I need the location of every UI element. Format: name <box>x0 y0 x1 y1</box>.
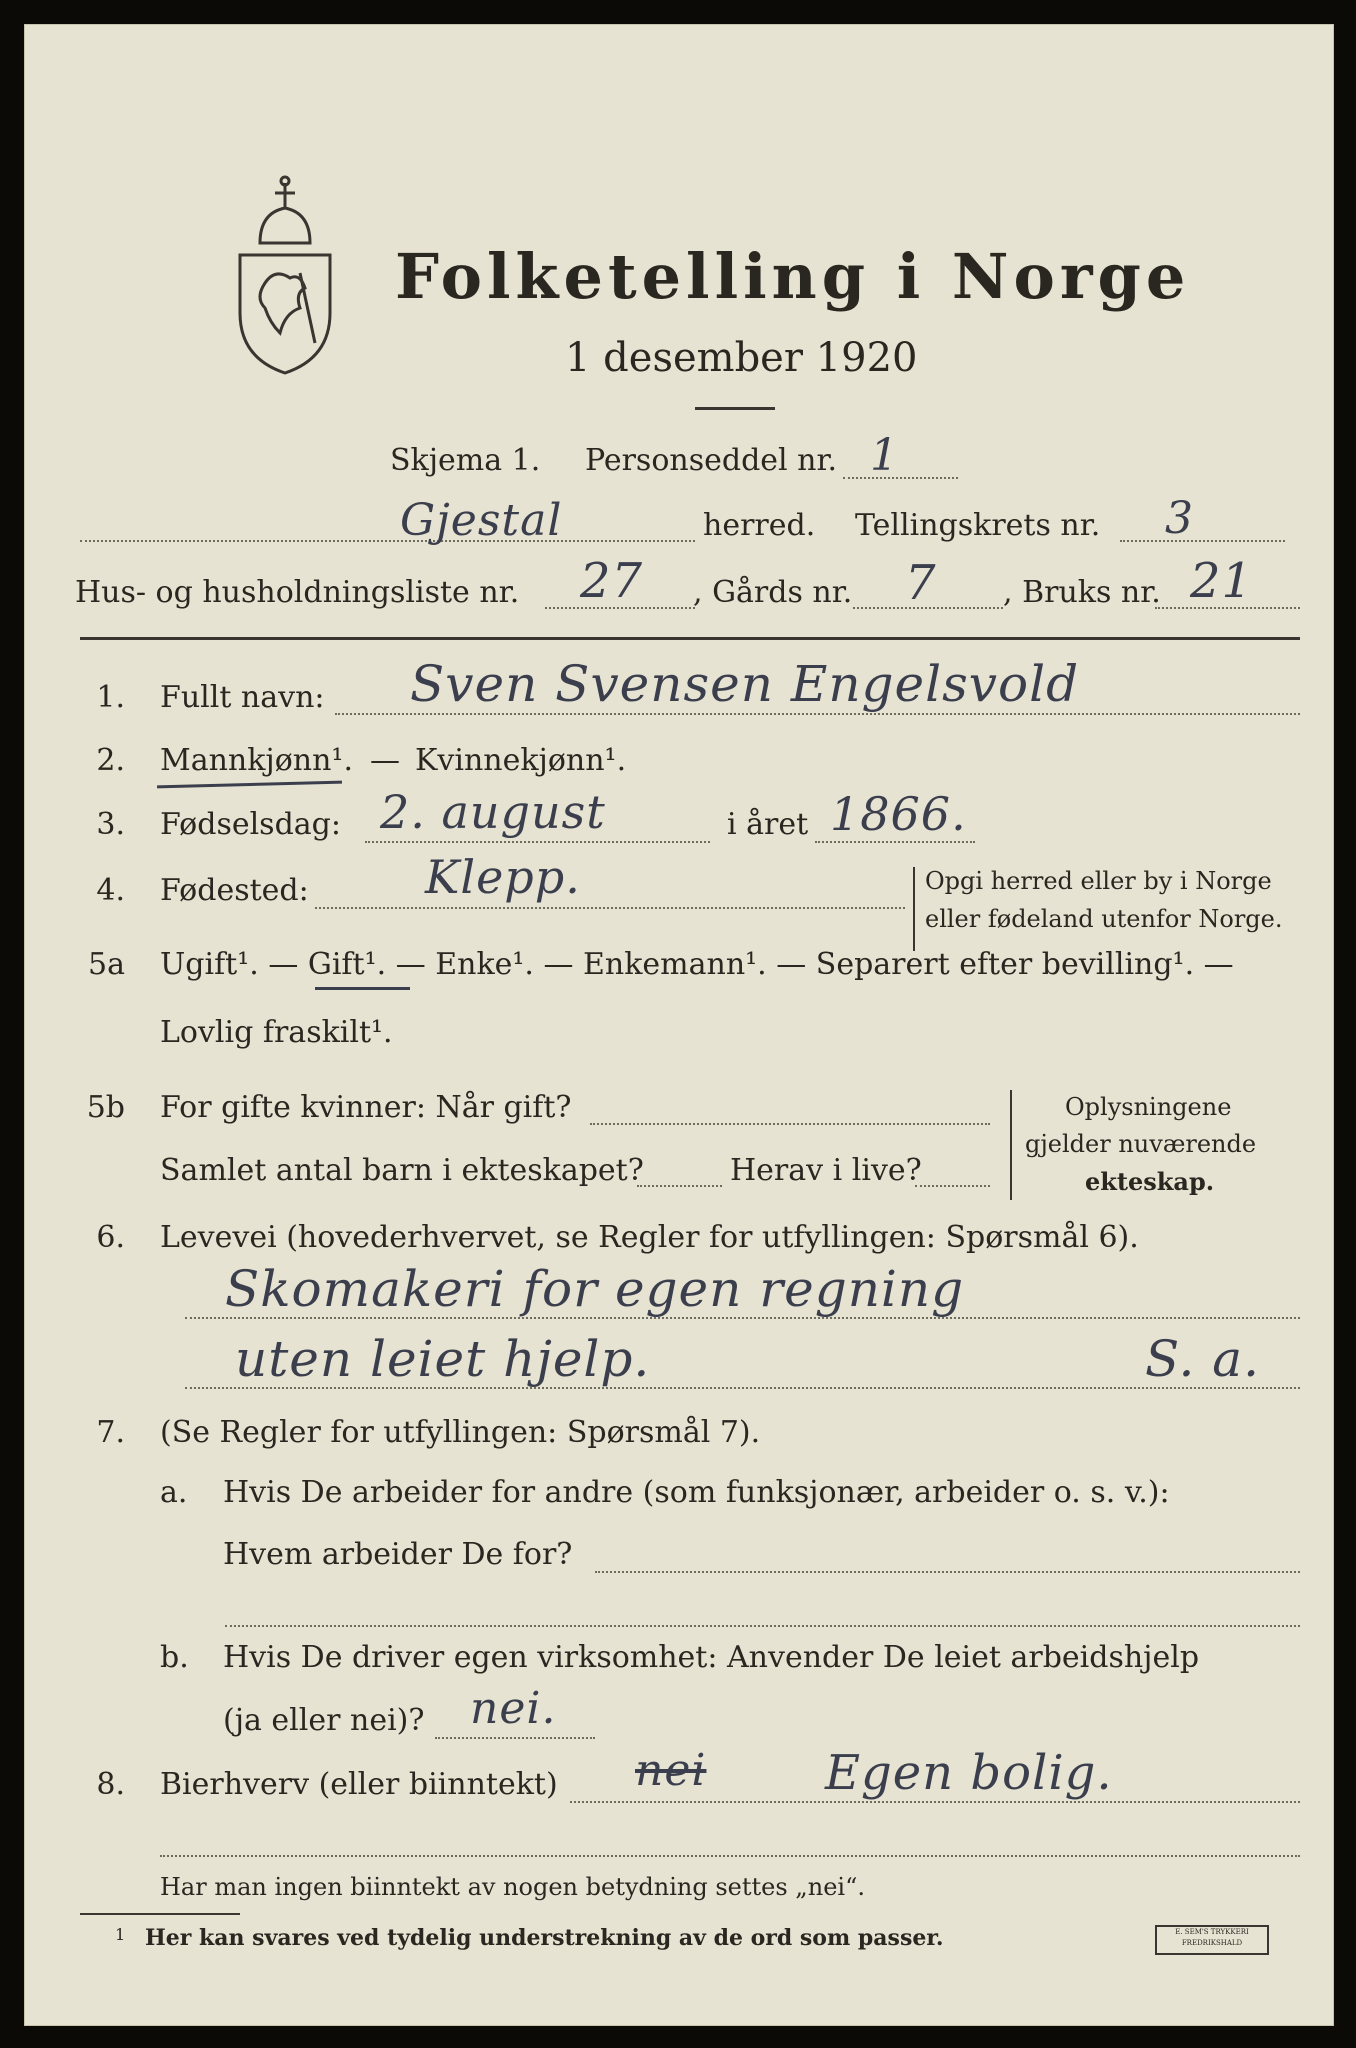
census-date: 1 desember 1920 <box>565 335 918 381</box>
q2-female-option: Kvinnekjønn¹. <box>415 743 627 778</box>
bruks-value: 21 <box>1190 553 1254 609</box>
printer-stamp <box>1155 1925 1269 1955</box>
herred-value: Gjestal <box>400 495 563 546</box>
q7a-number: a. <box>160 1475 188 1510</box>
gards-label: , Gårds nr. <box>693 575 853 610</box>
q5b-children-line <box>637 1185 722 1187</box>
q3-year-value: 1866. <box>830 787 967 841</box>
q5b-note-line1: Oplysningene <box>1065 1093 1232 1121</box>
q2-separator: — <box>370 743 400 778</box>
printer-stamp-text: E. SEM'S TRYKKERI FREDRIKSHALD <box>1175 1928 1249 1947</box>
schema-label: Skjema 1. <box>390 443 541 478</box>
q7b-question: Hvis De driver egen virksomhet: Anvender De leiet arbeidshjelp <box>223 1640 1200 1675</box>
q4-line <box>315 907 905 909</box>
title-divider <box>695 407 775 410</box>
q8-number: 8. <box>96 1767 125 1802</box>
q5b-number: 5b <box>86 1090 125 1125</box>
q1-line <box>335 713 1300 715</box>
q7a-question: Hvis De arbeider for andre (som funksjonær, arbeider o. s. v.): <box>223 1475 1170 1510</box>
q5a-number: 5a <box>88 947 125 982</box>
norwegian-coat-of-arms-icon <box>230 173 340 378</box>
q4-note-bracket <box>913 867 915 951</box>
q5b-children-alive: Herav i live? <box>730 1153 922 1188</box>
q5a-gift-underline <box>315 987 410 990</box>
q1-label: Fullt navn: <box>160 680 325 715</box>
header-rule <box>80 637 1300 640</box>
q5b-married-when: For gifte kvinner: Når gift? <box>160 1090 572 1125</box>
census-form <box>24 24 1334 2026</box>
q5b-note-bracket <box>1010 1090 1012 1200</box>
q5b-married-line <box>590 1123 990 1125</box>
q7a-employer: Hvem arbeider De for? <box>223 1537 573 1572</box>
q6-value-line2: uten leiet hjelp. <box>235 1330 651 1388</box>
herred-line <box>80 540 695 542</box>
tellingskrets-label: Tellingskrets nr. <box>855 508 1101 543</box>
q5b-note-line3: ekteskap. <box>1085 1167 1215 1196</box>
q4-number: 4. <box>96 873 125 908</box>
q8-struck-value: nei <box>635 1745 707 1796</box>
form-title: Folketelling i Norge <box>395 240 1191 313</box>
q7a-line1 <box>595 1571 1300 1573</box>
gards-value: 7 <box>905 555 937 611</box>
q3-number: 3. <box>96 807 125 842</box>
q5a-options-cont: Lovlig fraskilt¹. <box>160 1015 393 1050</box>
bruks-label: , Bruks nr. <box>1003 575 1161 610</box>
husliste-value: 27 <box>580 553 644 609</box>
herred-label: herred. <box>703 508 816 543</box>
q3-line <box>365 841 710 843</box>
q1-number: 1. <box>96 680 125 715</box>
q8-label: Bierhverv (eller biinntekt) <box>160 1767 558 1802</box>
q2-male-option: Mannkjønn¹. <box>160 743 353 778</box>
tellingskrets-value: 3 <box>1165 493 1194 544</box>
personseddel-value: 1 <box>870 430 899 481</box>
q6-initials: S. a. <box>1145 1330 1260 1388</box>
q8-extra-line <box>160 1855 1300 1857</box>
footnote-mark: 1 <box>115 1925 126 1944</box>
q7-label: (Se Regler for utfyllingen: Spørsmål 7). <box>160 1415 761 1450</box>
q3-year-label: i året <box>727 807 809 842</box>
q7b-yes-no: (ja eller nei)? <box>223 1703 425 1738</box>
footnote-rule <box>80 1913 240 1915</box>
q6-label: Levevei (hovederhvervet, se Regler for utfyllingen: Spørsmål 6). <box>160 1220 1139 1255</box>
q1-value: Sven Svensen Engelsvold <box>410 655 1080 713</box>
q7b-value: nei. <box>470 1683 557 1734</box>
q6-number: 6. <box>96 1220 125 1255</box>
q3-label: Fødselsdag: <box>160 807 341 842</box>
personseddel-line <box>843 477 958 479</box>
q4-label: Fødested: <box>160 873 309 908</box>
q5a-options: Ugift¹. — Gift¹. — Enke¹. — Enkemann¹. — Separert efter bevilling¹. — <box>160 947 1234 982</box>
q7a-line2 <box>225 1625 1300 1627</box>
q4-note-line2: eller fødeland utenfor Norge. <box>925 905 1283 933</box>
q5b-note-line2: gjelder nuværende <box>1025 1130 1257 1158</box>
q8-line <box>570 1801 1300 1803</box>
q4-note-line1: Opgi herred eller by i Norge <box>925 867 1272 895</box>
q4-value: Klepp. <box>425 850 581 904</box>
footnote-text: Her kan svares ved tydelig understrekning av de ord som passer. <box>145 1925 944 1951</box>
q3-value: 2. august <box>380 785 606 839</box>
q5b-alive-line <box>915 1185 990 1187</box>
q3-year-line <box>815 841 975 843</box>
personseddel-label: Personseddel nr. <box>585 443 838 478</box>
q7-number: 7. <box>96 1415 125 1450</box>
q7b-line <box>435 1737 595 1739</box>
husliste-label: Hus- og husholdningsliste nr. <box>75 575 520 610</box>
q2-male-underline <box>157 781 342 789</box>
q8-value: Egen bolig. <box>825 1745 1113 1801</box>
tellingskrets-line <box>1120 540 1285 542</box>
q6-value-line1: Skomakeri for egen regning <box>225 1260 965 1318</box>
q2-number: 2. <box>96 743 125 778</box>
q5b-children-total: Samlet antal barn i ekteskapet? <box>160 1153 644 1188</box>
q7b-number: b. <box>160 1640 189 1675</box>
biinntekt-note: Har man ingen biinntekt av nogen betydning settes „nei“. <box>160 1873 865 1901</box>
